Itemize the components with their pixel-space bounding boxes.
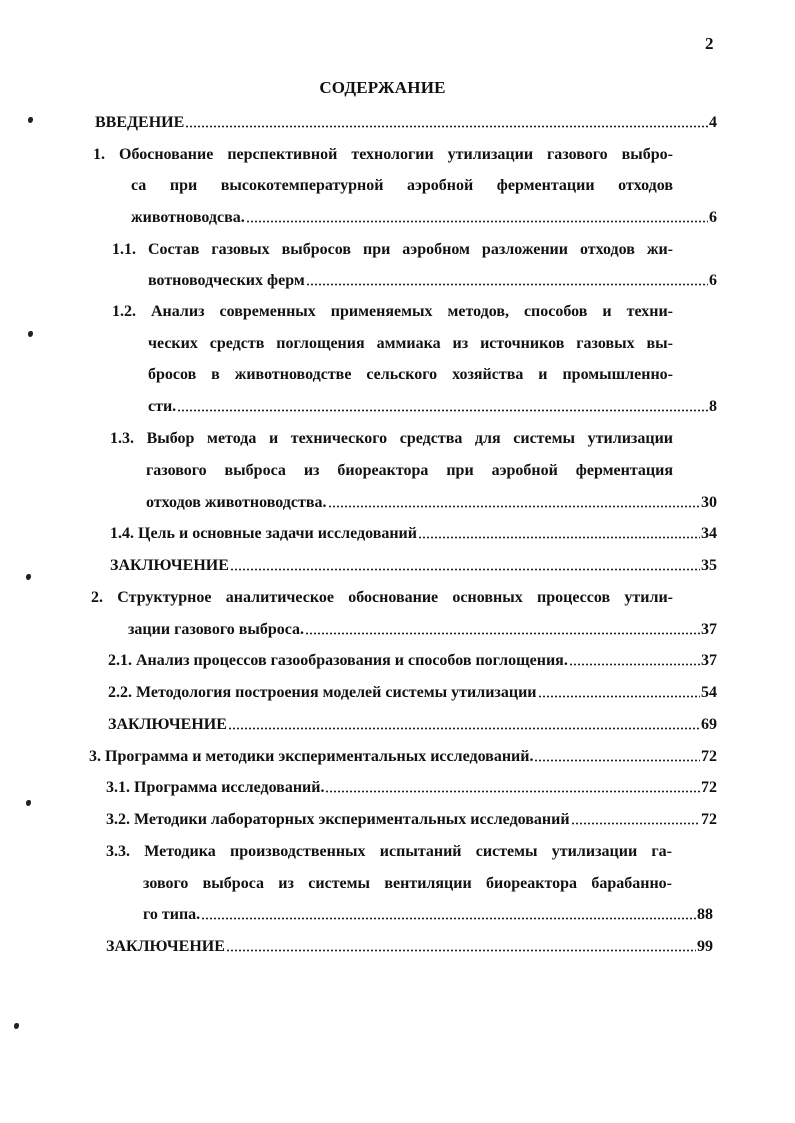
dot-leader — [571, 822, 700, 825]
toc-entry-s3-3-line1: 3.3. Методика производственных испытаний системы утилизации га- — [106, 843, 672, 860]
toc-entry-text: 3. Программа и методики экспериментальных исследований. — [89, 748, 534, 765]
toc-page-ref: 54 — [701, 684, 717, 701]
toc-entry-s1-2-line3: бросов в животноводстве сельского хозяйства и промышленно- — [148, 366, 673, 383]
toc-entry-s3-3-line3 — [143, 905, 713, 925]
toc-entry-text: животноводсва. — [131, 209, 245, 226]
toc-entry-text: сти. — [148, 398, 177, 415]
toc-entry-text: ВВЕДЕНИЕ — [95, 114, 185, 131]
toc-entry-conclusion-3 — [106, 937, 713, 957]
dot-leader — [325, 790, 700, 793]
dot-leader — [328, 505, 701, 508]
toc-page-ref: 37 — [701, 621, 717, 638]
toc-page-ref: 34 — [701, 525, 717, 542]
toc-entry-text: ЗАКЛЮЧЕНИЕ — [106, 938, 225, 955]
toc-page-ref: 69 — [701, 716, 717, 733]
toc-page-ref: 6 — [709, 272, 717, 289]
page-title: СОДЕРЖАНИЕ — [319, 78, 446, 97]
toc-page-ref: 72 — [701, 779, 717, 796]
toc-page-ref: 30 — [701, 494, 717, 511]
toc-entry-s1-line1: 1. Обоснование перспективной технологии утилизации газового выбро- — [93, 146, 673, 163]
dot-leader — [185, 125, 708, 128]
dot-leader — [538, 695, 701, 698]
toc-entry-text: ЗАКЛЮЧЕНИЕ — [108, 716, 227, 733]
page-number: 2 — [705, 34, 714, 53]
toc-entry-text: 2.1. Анализ процессов газообразования и способов поглощения. — [108, 652, 568, 669]
toc-entry-s1-3-line3 — [146, 493, 717, 513]
toc-entry-s1-1-line1: 1.1. Состав газовых выбросов при аэробном разложении отходов жи- — [112, 241, 673, 258]
toc-page-ref: 35 — [701, 557, 717, 574]
dot-leader — [306, 283, 708, 286]
toc-entry-conclusion-2 — [108, 715, 717, 735]
toc-entry-text: 1.4. Цель и основные задачи исследований — [110, 525, 417, 542]
toc-page-ref: 6 — [709, 209, 717, 226]
toc-entry-conclusion-1 — [110, 556, 717, 576]
dot-leader — [305, 632, 700, 635]
toc-entry-s1-2-line4 — [148, 397, 717, 417]
toc-entry-s1-4 — [110, 524, 717, 544]
toc-entry-s3 — [89, 747, 717, 767]
toc-entry-text: 3.2. Методики лабораторных экспериментальных исследований — [106, 811, 570, 828]
toc-entry-text: зации газового выброса. — [128, 621, 305, 638]
toc-entry-s1-line2: са при высокотемпературной аэробной ферментации отходов — [131, 177, 673, 194]
toc-entry-text: 2.2. Методология построения моделей системы утилизации — [108, 684, 537, 701]
toc-page-ref: 88 — [697, 906, 713, 923]
scan-speck — [26, 800, 31, 806]
toc-entry-text: отходов животноводства. — [146, 494, 327, 511]
toc-entry-s2-2 — [108, 683, 717, 703]
toc-page-ref: 72 — [701, 748, 717, 765]
toc-page-ref: 4 — [709, 114, 717, 131]
dot-leader — [534, 759, 700, 762]
toc-entry-s2-line2 — [128, 620, 717, 640]
toc-entry-s3-2 — [106, 810, 717, 830]
toc-entry-s1-3-line2: газового выброса из биореактора при аэробной ферментация — [146, 462, 673, 479]
toc-entry-s2-line1: 2. Структурное аналитическое обоснование основных процессов утили- — [91, 589, 673, 606]
toc-page-ref: 37 — [701, 652, 717, 669]
scan-speck — [28, 331, 33, 337]
toc-entry-text: вотноводческих ферм — [148, 272, 305, 289]
scan-speck — [14, 1023, 19, 1029]
dot-leader — [246, 220, 708, 223]
dot-leader — [177, 409, 708, 412]
dot-leader — [228, 727, 700, 730]
toc-entry-intro — [95, 113, 717, 133]
dot-leader — [418, 536, 700, 539]
dot-leader — [230, 568, 700, 571]
toc-entry-text: 3.1. Программа исследований. — [106, 779, 325, 796]
dot-leader — [569, 663, 700, 666]
toc-entry-s1-3-line1: 1.3. Выбор метода и технического средства для системы утилизации — [110, 430, 673, 447]
toc-entry-text: ЗАКЛЮЧЕНИЕ — [110, 557, 229, 574]
toc-entry-s3-1 — [106, 778, 717, 798]
scan-speck — [28, 117, 33, 123]
toc-entry-s1-1-line2 — [148, 271, 717, 291]
toc-page-ref: 72 — [701, 811, 717, 828]
toc-entry-s1-2-line2: ческих средств поглощения аммиака из источников газовых вы- — [148, 335, 673, 352]
toc-entry-s2-1 — [108, 651, 717, 671]
toc-page-ref: 8 — [709, 398, 717, 415]
dot-leader — [201, 917, 696, 920]
toc-entry-text: го типа. — [143, 906, 201, 923]
toc-entry-s1-2-line1: 1.2. Анализ современных применяемых методов, способов и техни- — [112, 303, 673, 320]
toc-entry-s3-3-line2: зового выброса из системы вентиляции биореактора барабанно- — [143, 875, 672, 892]
dot-leader — [226, 949, 696, 952]
toc-entry-s1-line3 — [131, 208, 717, 228]
toc-page-ref: 99 — [697, 938, 713, 955]
scan-speck — [26, 574, 31, 580]
